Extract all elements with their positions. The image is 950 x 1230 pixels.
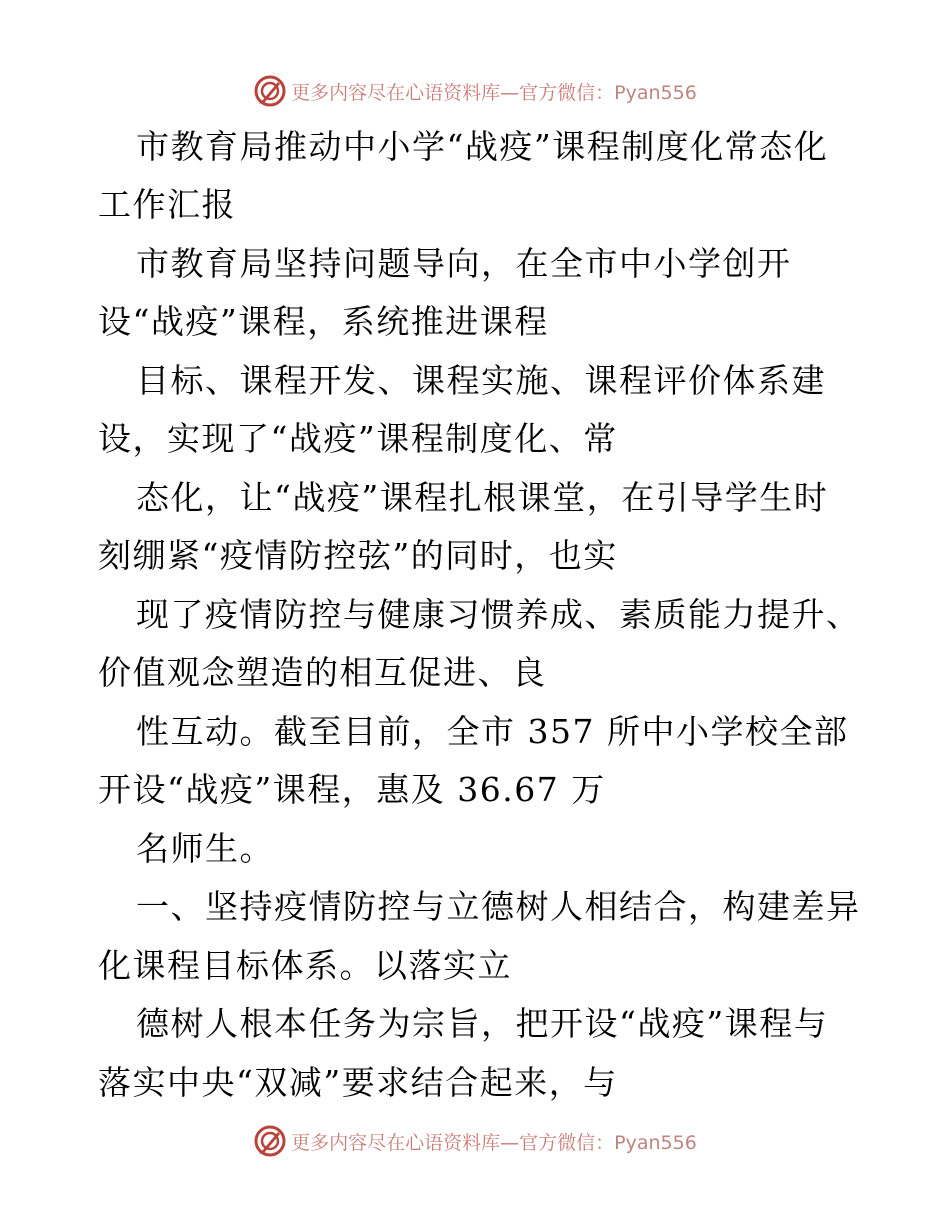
watermark-wechat-id: Pyan556 (614, 1131, 697, 1154)
paragraph-line: 价值观念塑造的相互促进、良 (98, 653, 547, 692)
paragraph-line: 设“战疫”课程，系统推进课程 (98, 302, 549, 341)
paragraph-line: 设，实现了“战疫”课程制度化、常 (98, 419, 618, 458)
paragraph-line: 态化，让“战疫”课程扎根课堂，在引导学生时 (136, 478, 829, 517)
paragraph-line: 名师生。 (136, 829, 274, 868)
paragraph-line: 开设“战疫”课程，惠及 36.67 万 (98, 770, 606, 809)
footer-watermark (0, 1121, 950, 1161)
doc-title-line-2: 工作汇报 (98, 185, 236, 224)
paragraph-line: 落实中央“双减”要求结合起来，与 (98, 1063, 618, 1102)
logo-icon (253, 1124, 287, 1158)
paragraph-line: 德树人根本任务为宗旨，把开设“战疫”课程与 (136, 1004, 829, 1043)
paragraph-line: 刻绷紧“疫情防控弦”的同时，也实 (98, 536, 618, 575)
watermark-wechat-id: Pyan556 (614, 81, 697, 104)
paragraph-line: 目标、课程开发、课程实施、课程评价体系建 (136, 361, 826, 400)
header-watermark (0, 71, 950, 111)
paragraph-line: 现了疫情防控与健康习惯养成、素质能力提升、 (136, 595, 861, 634)
watermark-text: 更多内容尽在心语资料库—官方微信： (291, 1131, 615, 1154)
doc-title-line-1: 市教育局推动中小学“战疫”课程制度化常态化 (136, 127, 829, 166)
paragraph-line: 化课程目标体系。以落实立 (98, 946, 512, 985)
watermark-text: 更多内容尽在心语资料库—官方微信： (291, 81, 615, 104)
logo-icon (253, 74, 287, 108)
section-heading-line: 一、坚持疫情防控与立德树人相结合，构建差异 (136, 887, 861, 926)
paragraph-line: 市教育局坚持问题导向，在全市中小学创开 (136, 244, 792, 283)
paragraph-line: 性互动。截至目前，全市 357 所中小学校全部 (136, 712, 849, 751)
